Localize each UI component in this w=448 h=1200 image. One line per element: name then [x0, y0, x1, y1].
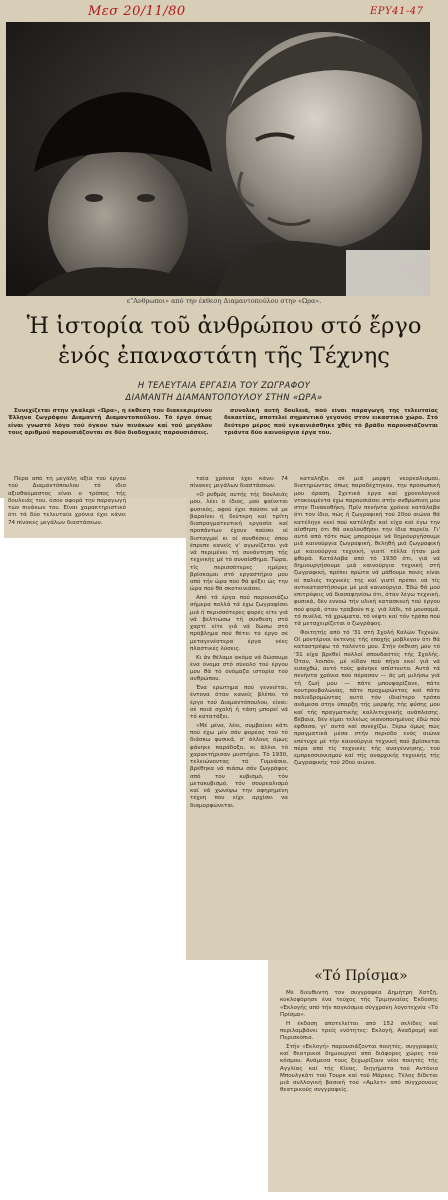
column-2-paragraph-1: ταία χρόνια έχει κάνει 74 πίνακες μεγάλων διαστάσεων.: [190, 476, 288, 490]
box-column: [280, 990, 438, 1190]
box-paragraph-2: Η έκδοση αποτελείται από 152 σελίδες καί περιλαμβάνει τρείς ενότητες: Εκλογή, Αναδρομή καί Περισκόπιο.: [280, 1020, 438, 1041]
handwritten-reference: ΕΡΥ41-47: [370, 6, 424, 17]
column-2-paragraph-4: Κι άν θέλαμε ακόμα νά δώσουμε ένα όνομα στό σύνολο τού έργου μου θά τό ονόμαζα ιστορία τού ανθρώπου.: [190, 654, 288, 683]
column-2: [190, 476, 288, 960]
subtitle-line-2: ΔΙΑΜΑΝΤΗ ΔΙΑΜΑΝΤΟΠΟΥΛΟΥ ΣΤΗΝ «ΩΡΑ»: [125, 392, 323, 402]
column-2-paragraph-2: «Ο ρυθμός αυτής τής δουλειάς μου, λέει ο ίδιος, μού φαίνεται φυσικός, αφού έχει παύσει νά με βαραίνει ή δεύτερη καί τρίτη διαπραγματευτική εργασία καί προπάντων έχουν παύσει οί δισταγμοί κι οί συνθέσεις όπου έπρεπε κανείς ν' αγωνίζεται γιά νά περιμένει τή συνάντηση τής τεχνικής μέ τό συναίσθημα. Τώρα, τίς περισσότερες ημέρες βρίσκομαι στό εργαστήριο μου από τήν ώρα πού θά φέξει ώς την ώρα πού θά σκοτεινιάσει.: [190, 492, 288, 593]
column-3-paragraph-2: Φοιτητής από τό '31 στή Σχολή Καλών Τεχνών. Οί μοντέρνοι έκτενης τής εποχής μοβλεγαν ότι θά καταστρέψω τό ταλέντο μου. Στήν έκθεση μου τό '31 είχα βρεθεί πολλοί σπουδαστές τής Σχολής. Όταν, λοιπόν, μέ είδαν πού πήγα εκεί γιά νά εισαχθώ, αυτό τούς φάνηκε απίστευτο. Αυτά τά πενήντα χρόνια πού πέρασαν — άς μή μιλήσω γιά τή ζωή μου — πάτε μπουφαρίζανε, πάτε κουτρουβαλώνας, πάτε προχωρώντας καί πάτε παλινδρομώντας αυτό τόν ιδιαίτερο τρόπο ανάμεσα στην ύπαρξη τής μορφής τής φύσης μου καί τής πραγματικής καλλιτεχνικής ανάπλασης. Βέβαια, δέν είμαι τελείως ικανοποιημένος έδώ πού έφθασα, γι' αυτό καί συνεχίζω. Ξέρω όμως πώς πραγματικά μέσα στήν περιοδο ενός αιώνα επέτυχα μέ τήν καινούργια τεχνική πού βρίσκεται πέρα από τίς τεχνικές τής αναγέννησης, τού εμπρεσσιονισμού καί τής αναρχικής τεχνικής τής ζωγραφικής τού 20ού αιώνα.: [294, 629, 440, 767]
lead-paragraph-right: [224, 408, 438, 462]
column-3: [294, 476, 440, 964]
photo-caption: ε“Ανθρωποι» από την έκθεση Διαμαντοπούλου στην «Ωρα».: [126, 297, 322, 305]
lead-right-text: συνολική αυτή δουλειά, πού είναι παραγωγή της τελευταίας δεκαετίας, αποτελεί σημαντικό γεγονός στον εικαστικό χώρο. Στό δεύτερο μέρος πού εγκαινιάσθηκε χθές τό βράδυ παρουσιάζονται τριάντα δύο καινούργια έργα του.: [224, 408, 438, 436]
column-2-paragraph-5: Ένα ερώτημα πού γεννιέται, έντονα όταν κανείς βλέπει τό έργο τού Διαμαντόπουλου, είναι: σέ ποιά σχολή ή τάση μπορεί νά τό κατατάξει.: [190, 685, 288, 720]
headline-line-1: Ἡ ἱστορία τοῦ ἀνθρώπου στό ἔργο: [26, 313, 422, 339]
box-paragraph-3: Στήν «Εκλογή» παρουσιάζονται ποιητές, συγγραφείς καί θεατρικοί δημιουργοί από διάφορες χώρες τού κόσμου. Ανάμεσα τους ξεχωρίζουν νέοι ποιητές τής Αγγλίας καί τής Κίνας, διηγήματα τού Αντόνιο Μπουλγκάτι τού Τουρκ καί τού Μάρκες. Τέλος δίδεται μιά συλλογική βασική τού «Αμλετ» από σύγχρονους θεατρικούς συγγραφείς.: [280, 1043, 438, 1094]
box-heading: «Τό Πρίσμα»: [314, 968, 408, 984]
photo-illustration: [6, 22, 430, 296]
column-1-paragraph: Πέρα από τή μεγάλη αξία τού έργου τού Διαμαντόπουλου τό ιδιο αξιοθαύμαστος είναι ο τρόπος τής δουλειάς του, όσον αφορά την παραγωγή τών πινάκων του. Είναι χαρακτηριστικό ότι τά δύο τελευταία χρόνια έχει κάνει 74 πίνακες μεγάλων διαστάσεων.: [8, 476, 126, 526]
lead-left-text: Συνεχίζεται στην γκαλερί «Ώρα», η έκθεση του διακεκριμένου Έλληνα ζωγράφου Διαμαντή Διαμαντοπούλου. Τό έργο όπως είναι γνωστό λόγο τού όγκου τών πινάκων καί τού μεγάλου τους αριθμού παρουσιάζονται σε δύο διαδοχικές παρουσιάσεις.: [8, 408, 212, 436]
column-3-paragraph-1: καταλήξει σέ μιά μορφή νεορεαλισμού, διατηρώντας όπως παραδέχτηκαν, την προσωπική μου όραση. Σχετικά έργα καί χρονολογικά ντοκουμέντα έχω παρουσιάσει στήν ανθρώπινη μου στην Πινακοθήκη. Πρίν πενήντα χρόνια κατάλαβα ότι τον ίδιο, πώς ή ζωγραφική τού 20ού αιώνα θά κατέληγε εκεί πού κατέληξε καί είχα καί έγω την αίσθηση ότι θά ακολουθήσει την ίδια πορεία. Γι' αυτό από τότε πώς μπορούμε νά δημιουργήσουμε μιά καινούργια ζωγραφική, θεληθή μιά ζωγραφική μέ καινούργια τεχνική, γιατί τέλλα ήταν μιά φθορά. Κατάλαβα από τό 1930 ότι, γιά νά δημιουργήσουμε μιά καινούργια τεχνική στή ζωγραφική, πρέπει πρώτα νά μάθουμε ποιές είναι οί παλιές τεχνικές της καί γιατί πρέπει νά τίς αντικαταστήσουμε μέ μιά καινούργια. Έδώ θά μού επιτρέψεις νά διασαφηνίσω ότι, όταν λέγω τεχνική, φυσικά, δέν εννοώ τήν υλική κατασκευή τού έργου πού φορά, όταν τραβούν π.χ. γιά λάδι, τό μουσαμά, τό πινέλα, τά χρώματα, τό νέφτι καί τόν τρόπο πού τά μεταχειρίζεται ο ζωγράφος.: [294, 476, 440, 627]
column-2-paragraph-3: Από τά έργα πού παρουσιάζω σήμερα πολλά τά έχω ζωγραφίσει μιά ή περισσότερες φορές είτε γιά νά βελτιώσω τή σύνθεση στό χαρτί είτε γιά νά δώσω στό πρόβλημα πού θέτει τό έργο σέ μεταγενέστερα έργα νέες πλαστικές λύσεις.: [190, 595, 288, 652]
subtitle-line-1: Η ΤΕΛΕΥΤΑΙΑ ΕΡΓΑΣΙΑ ΤΟΥ ΖΩΓΡΑΦΟΥ: [137, 380, 311, 390]
column-2-paragraph-6: «Μέ μένα, λέει, συμβαίνει κάτι πού έχω μέν σάν φορέας τού τό διάσκω φυσικά, σ' άλλους όμως φάνηκε παράδοξο, κι άλλοι τό χαρακτήρισαν μυστήριο. Τό 1930, τελειώνοντας τό Γυμνάσιο, βρέθηκα νά πιάσω σάν ζωγράφος από τον κυβισμό, τόν μετακυβισμό, τόν σουρεαλισμό καί νά χωνέψω την αφηρημένη τέχνη που είχε αρχίσει να διαμορφώνεται.: [190, 722, 288, 809]
lead-paragraph-left: [8, 408, 212, 462]
article-photo: [6, 22, 430, 296]
headline-line-2: ἑνός ἐπαναστάτη τῆς Τέχνης: [58, 343, 390, 369]
column-1: [8, 476, 126, 534]
box-paragraph-1: Μέ διευθυντή τον συγγραφέα Δημήτρη Χατζή, κυκλοφόρησε ένα τεύχος τής Τριμηνιαίας Έκδοσης «Εκλογής από τήν παγκόσμια σύγχρονη λογοτεχνία «Τό Πρίσμα».: [280, 990, 438, 1018]
handwritten-date: Μεσ 20/11/80: [88, 4, 186, 19]
